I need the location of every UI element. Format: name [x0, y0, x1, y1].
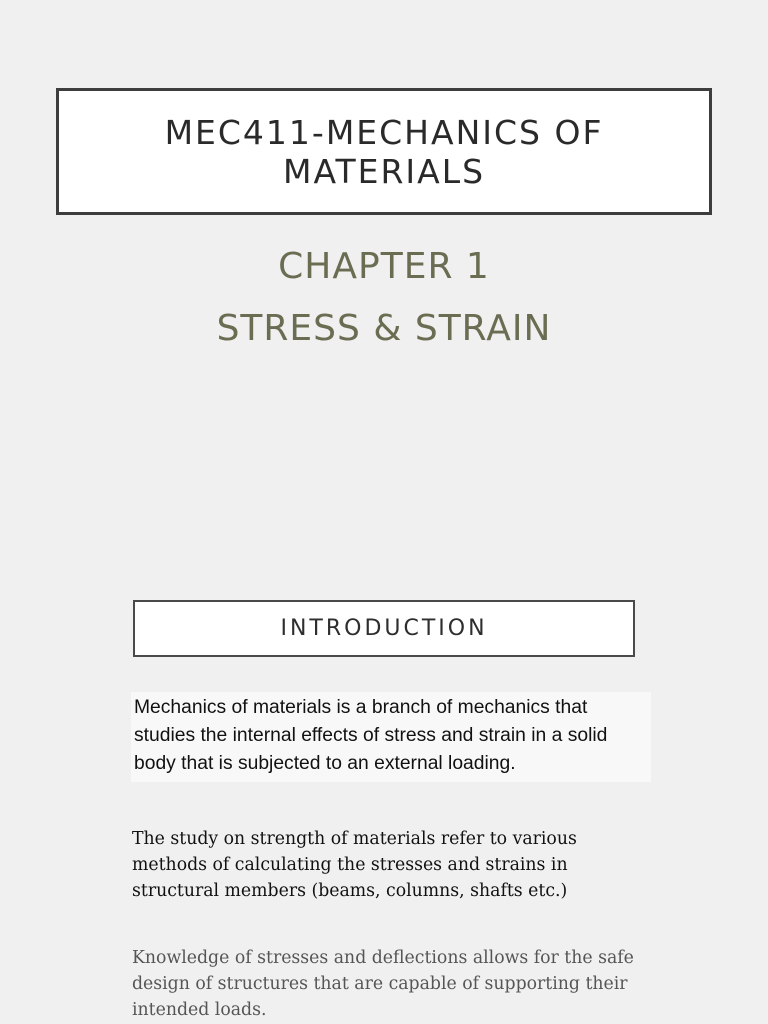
- chapter-title: STRESS & STRAIN: [216, 308, 552, 349]
- title-box: [56, 88, 712, 215]
- paragraph-strength-of-materials: The study on strength of materials refer to various methods of calculating the stresses and strains in structural members (beams, columns, shafts etc.): [132, 829, 577, 901]
- paragraph-knowledge-of-stresses: Knowledge of stresses and deflections allows for the safe design of structures that are capable of supporting their intended loads.: [132, 948, 634, 1020]
- definition-text: Mechanics of materials is a branch of mechanics that studies the internal effects of stress and strain in a solid body that is subjected to an external loading.: [131, 692, 651, 782]
- course-title-line-2: MATERIALS: [282, 151, 486, 191]
- chapter-number: CHAPTER 1: [278, 246, 490, 287]
- section-heading-box: [133, 600, 635, 657]
- course-title-line-1: MEC411-MECHANICS OF: [164, 112, 604, 152]
- section-heading: INTRODUCTION: [280, 616, 488, 641]
